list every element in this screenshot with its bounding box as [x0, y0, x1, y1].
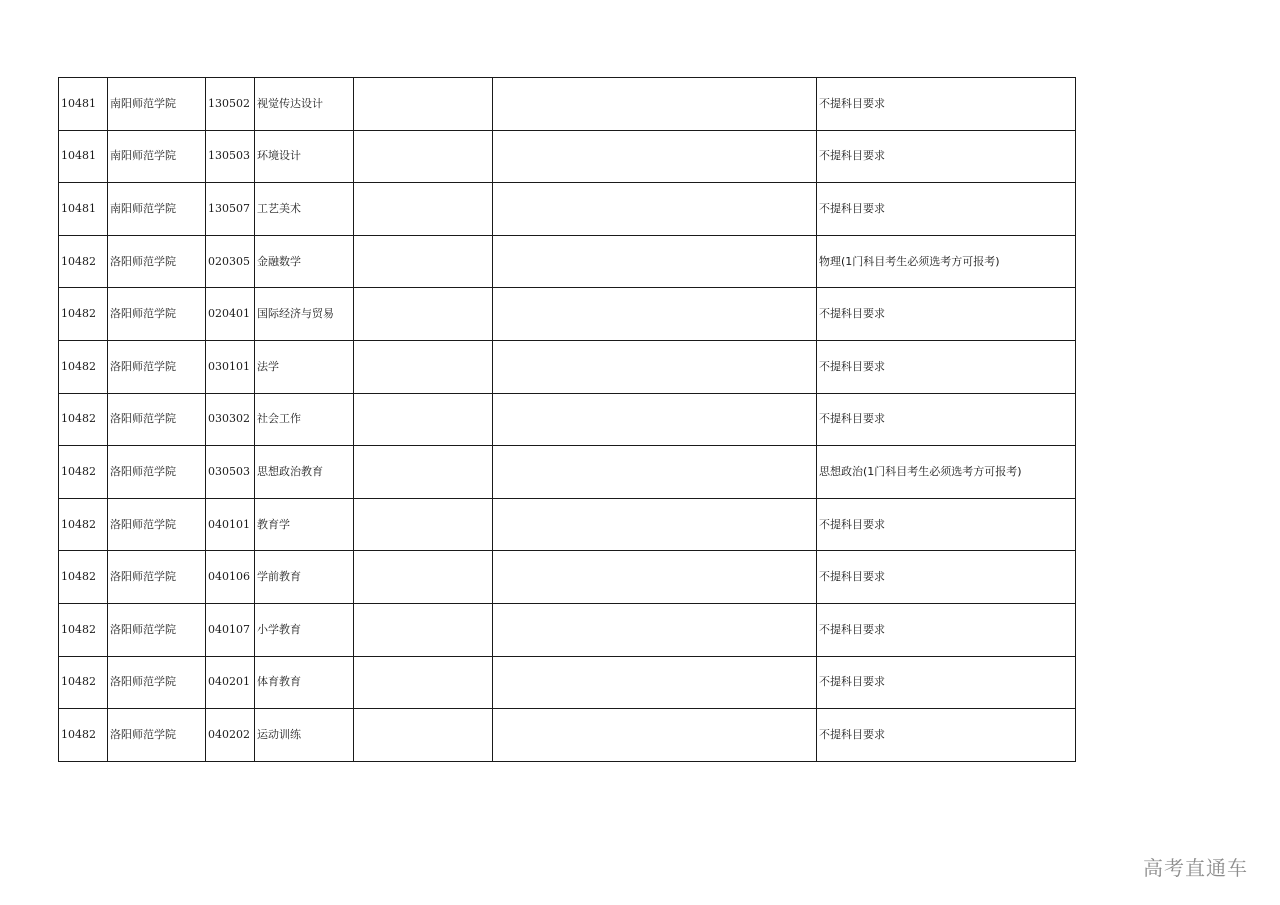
table-body	[59, 78, 1076, 762]
blank-cell	[354, 446, 493, 499]
school-name-cell: 洛阳师范学院	[108, 498, 206, 551]
blank-cell	[354, 656, 493, 709]
school-code-cell: 10482	[59, 446, 108, 499]
school-name-cell: 洛阳师范学院	[108, 288, 206, 341]
blank-cell	[493, 183, 817, 236]
table-row	[59, 78, 1076, 131]
blank-cell	[493, 288, 817, 341]
major-name-cell: 小学教育	[255, 603, 354, 656]
blank-cell	[493, 235, 817, 288]
major-code-cell: 030101	[206, 340, 255, 393]
subject-requirement-cell: 思想政治(1门科目考生必须选考方可报考)	[817, 446, 1076, 499]
school-name-cell: 洛阳师范学院	[108, 235, 206, 288]
blank-cell	[493, 603, 817, 656]
table-row	[59, 130, 1076, 183]
table-row	[59, 551, 1076, 604]
school-code-cell: 10481	[59, 78, 108, 131]
school-name-cell: 南阳师范学院	[108, 78, 206, 131]
blank-cell	[354, 183, 493, 236]
major-code-cell: 040101	[206, 498, 255, 551]
major-name-cell: 体育教育	[255, 656, 354, 709]
blank-cell	[354, 551, 493, 604]
major-name-cell: 视觉传达设计	[255, 78, 354, 131]
school-name-cell: 洛阳师范学院	[108, 340, 206, 393]
major-code-cell: 040202	[206, 709, 255, 762]
table-row	[59, 709, 1076, 762]
blank-cell	[493, 130, 817, 183]
table-row	[59, 393, 1076, 446]
subject-requirement-cell: 物理(1门科目考生必须选考方可报考)	[817, 235, 1076, 288]
blank-cell	[493, 446, 817, 499]
school-name-cell: 洛阳师范学院	[108, 709, 206, 762]
major-name-cell: 思想政治教育	[255, 446, 354, 499]
major-code-cell: 130502	[206, 78, 255, 131]
major-code-cell: 040107	[206, 603, 255, 656]
table-row	[59, 656, 1076, 709]
major-code-cell: 040106	[206, 551, 255, 604]
subject-requirement-cell: 不提科目要求	[817, 288, 1076, 341]
major-name-cell: 环境设计	[255, 130, 354, 183]
blank-cell	[354, 498, 493, 551]
major-name-cell: 法学	[255, 340, 354, 393]
table-row	[59, 340, 1076, 393]
subject-requirement-cell: 不提科目要求	[817, 498, 1076, 551]
school-code-cell: 10482	[59, 656, 108, 709]
blank-cell	[354, 603, 493, 656]
blank-cell	[493, 78, 817, 131]
school-code-cell: 10482	[59, 603, 108, 656]
subject-requirement-cell: 不提科目要求	[817, 656, 1076, 709]
subject-requirement-cell: 不提科目要求	[817, 709, 1076, 762]
major-name-cell: 教育学	[255, 498, 354, 551]
subject-requirement-cell: 不提科目要求	[817, 603, 1076, 656]
major-code-cell: 040201	[206, 656, 255, 709]
school-code-cell: 10482	[59, 340, 108, 393]
major-code-cell: 020401	[206, 288, 255, 341]
blank-cell	[354, 288, 493, 341]
major-name-cell: 学前教育	[255, 551, 354, 604]
school-name-cell: 洛阳师范学院	[108, 446, 206, 499]
blank-cell	[493, 709, 817, 762]
major-name-cell: 国际经济与贸易	[255, 288, 354, 341]
school-name-cell: 洛阳师范学院	[108, 393, 206, 446]
school-code-cell: 10482	[59, 709, 108, 762]
blank-cell	[354, 130, 493, 183]
blank-cell	[493, 498, 817, 551]
subject-requirement-cell: 不提科目要求	[817, 183, 1076, 236]
school-code-cell: 10482	[59, 393, 108, 446]
subject-requirement-cell: 不提科目要求	[817, 551, 1076, 604]
school-code-cell: 10481	[59, 183, 108, 236]
major-code-cell: 130503	[206, 130, 255, 183]
table-row	[59, 183, 1076, 236]
school-code-cell: 10482	[59, 551, 108, 604]
major-name-cell: 金融数学	[255, 235, 354, 288]
table-row	[59, 235, 1076, 288]
blank-cell	[354, 709, 493, 762]
blank-cell	[354, 393, 493, 446]
admission-requirements-table	[58, 77, 1076, 762]
school-code-cell: 10482	[59, 235, 108, 288]
school-code-cell: 10482	[59, 498, 108, 551]
table-row	[59, 446, 1076, 499]
major-code-cell: 030302	[206, 393, 255, 446]
watermark-text: 高考直通车	[1143, 856, 1248, 880]
table-row	[59, 498, 1076, 551]
major-name-cell: 工艺美术	[255, 183, 354, 236]
table-row	[59, 603, 1076, 656]
major-code-cell: 030503	[206, 446, 255, 499]
table-row	[59, 288, 1076, 341]
blank-cell	[493, 551, 817, 604]
school-name-cell: 南阳师范学院	[108, 130, 206, 183]
subject-requirement-cell: 不提科目要求	[817, 130, 1076, 183]
major-name-cell: 社会工作	[255, 393, 354, 446]
subject-requirement-cell: 不提科目要求	[817, 340, 1076, 393]
school-name-cell: 洛阳师范学院	[108, 603, 206, 656]
major-code-cell: 020305	[206, 235, 255, 288]
school-code-cell: 10481	[59, 130, 108, 183]
blank-cell	[493, 340, 817, 393]
major-name-cell: 运动训练	[255, 709, 354, 762]
blank-cell	[354, 340, 493, 393]
school-name-cell: 洛阳师范学院	[108, 656, 206, 709]
blank-cell	[354, 78, 493, 131]
blank-cell	[493, 656, 817, 709]
blank-cell	[493, 393, 817, 446]
subject-requirement-cell: 不提科目要求	[817, 78, 1076, 131]
subject-requirement-cell: 不提科目要求	[817, 393, 1076, 446]
blank-cell	[354, 235, 493, 288]
major-code-cell: 130507	[206, 183, 255, 236]
school-name-cell: 南阳师范学院	[108, 183, 206, 236]
school-name-cell: 洛阳师范学院	[108, 551, 206, 604]
school-code-cell: 10482	[59, 288, 108, 341]
